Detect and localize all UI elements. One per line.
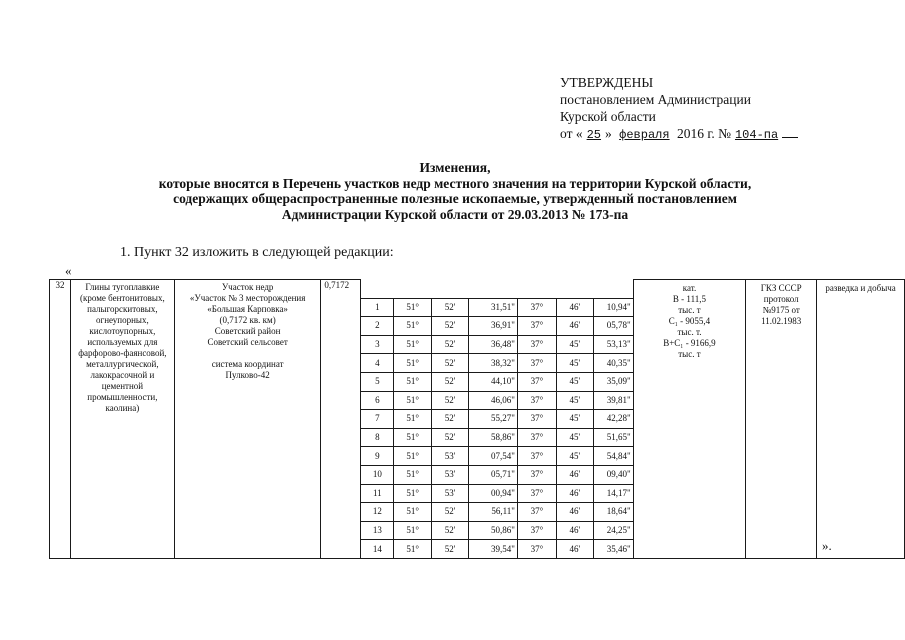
approval-month: февраля [619, 128, 670, 142]
point-number: 7 [361, 410, 394, 429]
lat-seconds: 05,71" [469, 465, 518, 484]
protocol-line: 11.02.1983 [761, 316, 802, 326]
lat-seconds: 38,32" [469, 354, 518, 373]
lat-seconds: 07,54" [469, 447, 518, 466]
title-line-1: Изменения, [419, 160, 491, 175]
point-number: 4 [361, 354, 394, 373]
site-line: (0,7172 кв. км) [219, 315, 276, 325]
protocol-line: №9175 от [762, 305, 800, 315]
date-prefix: от « [560, 126, 583, 141]
lon-degrees: 37° [517, 354, 556, 373]
lat-seconds: 00,94" [469, 484, 518, 503]
site-line: «Участок № 3 месторождения «Большая Карповка» [189, 293, 306, 314]
lat-degrees: 51° [394, 298, 432, 317]
lon-seconds: 35,09" [593, 372, 633, 391]
opening-quote: « [65, 263, 72, 278]
mineral-cell: Глины тугоплавкие (кроме бентонитовых, палыгорскитовых, огнеупорных, кислотоупорных, используемых для фарфорово-фаянсовой, металлургической, лакокрасочной и цементной промышленности, каолина) [70, 280, 174, 559]
site-line: система координат [211, 359, 284, 369]
lon-minutes: 45' [556, 354, 593, 373]
lon-minutes: 46' [556, 521, 593, 540]
document-title [40, 160, 870, 222]
site-line: Пулково-42 [225, 370, 270, 380]
lon-seconds: 53,13" [593, 335, 633, 354]
lat-degrees: 51° [394, 354, 432, 373]
lat-minutes: 52' [432, 391, 469, 410]
reserves-line: В+С₁ - 9166,9 [663, 338, 716, 348]
lat-seconds: 31,51" [469, 298, 518, 317]
table-body [50, 280, 905, 559]
lon-degrees: 37° [517, 503, 556, 522]
lat-minutes: 52' [432, 521, 469, 540]
lon-seconds: 39,81" [593, 391, 633, 410]
lat-degrees: 51° [394, 410, 432, 429]
lon-seconds: 24,25" [593, 521, 633, 540]
lon-seconds: 54,84" [593, 447, 633, 466]
approval-authority: постановлением Администрации [560, 92, 751, 107]
lat-minutes: 52' [432, 410, 469, 429]
point-number: 14 [361, 540, 394, 559]
lat-seconds: 36,91" [469, 317, 518, 336]
lon-minutes: 45' [556, 335, 593, 354]
lon-minutes: 46' [556, 317, 593, 336]
lon-degrees: 37° [517, 484, 556, 503]
underline-tail [782, 136, 798, 138]
reserves-line: кат. [682, 283, 697, 293]
lon-degrees: 37° [517, 317, 556, 336]
date-mid: » [605, 126, 612, 141]
lat-degrees: 51° [394, 465, 432, 484]
row-number: 32 [50, 280, 71, 559]
lat-seconds: 55,27" [469, 410, 518, 429]
lon-minutes: 46' [556, 298, 593, 317]
lat-seconds: 50,86" [469, 521, 518, 540]
lat-minutes: 52' [432, 354, 469, 373]
reserves-cell [633, 280, 746, 559]
lon-minutes: 45' [556, 391, 593, 410]
lon-seconds: 18,64" [593, 503, 633, 522]
lat-minutes: 52' [432, 335, 469, 354]
table-row [50, 280, 905, 299]
point-number: 2 [361, 317, 394, 336]
protocol-line: протокол [763, 294, 799, 304]
area-cell: 0,7172 [321, 280, 361, 559]
reserves-line: тыс. т [678, 349, 701, 359]
point-number: 5 [361, 372, 394, 391]
reserves-line: В - 111,5 [672, 294, 706, 304]
lat-seconds: 36,48" [469, 335, 518, 354]
approval-heading: УТВЕРЖДЕНЫ [560, 75, 654, 90]
lat-minutes: 52' [432, 298, 469, 317]
point-number: 11 [361, 484, 394, 503]
lon-degrees: 37° [517, 410, 556, 429]
lon-degrees: 37° [517, 298, 556, 317]
closing-quote: ». [822, 538, 832, 553]
point-number: 12 [361, 503, 394, 522]
lon-minutes: 46' [556, 465, 593, 484]
title-line-4: Администрации Курской области от 29.03.2013 № 173-па [281, 206, 629, 222]
purpose-cell: разведка и добыча [817, 280, 905, 559]
approval-year: 2016 г. № [676, 126, 731, 141]
protocol-line: ГКЗ СССР [760, 283, 802, 293]
lat-degrees: 51° [394, 372, 432, 391]
approval-number: 104-па [734, 128, 779, 142]
lat-degrees: 51° [394, 484, 432, 503]
protocol-cell [746, 280, 817, 559]
lon-seconds: 09,40" [593, 465, 633, 484]
point-number: 8 [361, 428, 394, 447]
lat-minutes: 52' [432, 503, 469, 522]
lon-seconds: 05,78" [593, 317, 633, 336]
lat-minutes: 53' [432, 465, 469, 484]
lon-seconds: 14,17" [593, 484, 633, 503]
lat-minutes: 52' [432, 372, 469, 391]
lat-minutes: 52' [432, 317, 469, 336]
deposit-table [49, 279, 905, 559]
lat-minutes: 52' [432, 540, 469, 559]
lon-minutes: 45' [556, 447, 593, 466]
lat-degrees: 51° [394, 521, 432, 540]
lat-minutes: 52' [432, 428, 469, 447]
reserves-line: тыс. т [678, 305, 701, 315]
lon-degrees: 37° [517, 540, 556, 559]
title-line-2: которые вносятся в Перечень участков недр местного значения на территории Курской области, [158, 175, 752, 191]
lat-seconds: 58,86" [469, 428, 518, 447]
approval-region: Курской области [560, 109, 656, 124]
lon-degrees: 37° [517, 335, 556, 354]
point-number: 10 [361, 465, 394, 484]
lon-minutes: 46' [556, 484, 593, 503]
lon-seconds: 42,28" [593, 410, 633, 429]
point-number: 1 [361, 298, 394, 317]
lat-degrees: 51° [394, 540, 432, 559]
point-number: 3 [361, 335, 394, 354]
lon-degrees: 37° [517, 447, 556, 466]
approval-date-line [560, 125, 798, 144]
reserves-line: тыс. т. [677, 327, 702, 337]
point-number: 6 [361, 391, 394, 410]
site-cell [174, 280, 321, 559]
title-line-3: содержащих общераспространенные полезные ископаемые, утвержденный постановлением [173, 191, 737, 206]
lon-degrees: 37° [517, 372, 556, 391]
lat-seconds: 39,54" [469, 540, 518, 559]
coords-spacer [361, 280, 633, 299]
lat-seconds: 44,10" [469, 372, 518, 391]
lon-seconds: 51,65" [593, 428, 633, 447]
lon-minutes: 45' [556, 410, 593, 429]
lon-minutes: 45' [556, 428, 593, 447]
lon-minutes: 46' [556, 540, 593, 559]
lon-degrees: 37° [517, 465, 556, 484]
lon-degrees: 37° [517, 391, 556, 410]
lat-degrees: 51° [394, 428, 432, 447]
site-line: Советский сельсовет [207, 337, 288, 347]
point-number: 13 [361, 521, 394, 540]
lon-seconds: 10,94" [593, 298, 633, 317]
lon-seconds: 40,35" [593, 354, 633, 373]
lat-minutes: 53' [432, 447, 469, 466]
lon-seconds: 35,46" [593, 540, 633, 559]
clause-text: 1. Пункт 32 изложить в следующей редакции: [120, 245, 394, 260]
lat-degrees: 51° [394, 317, 432, 336]
reserves-line: С₁ - 9055,4 [668, 316, 711, 326]
lat-minutes: 53' [432, 484, 469, 503]
point-number: 9 [361, 447, 394, 466]
lat-seconds: 56,11" [469, 503, 518, 522]
approval-block [560, 74, 798, 144]
lon-degrees: 37° [517, 521, 556, 540]
lat-degrees: 51° [394, 447, 432, 466]
approval-day: 25 [586, 128, 602, 142]
lon-minutes: 46' [556, 503, 593, 522]
site-line: Участок недр [221, 282, 274, 292]
lon-minutes: 45' [556, 372, 593, 391]
lat-degrees: 51° [394, 335, 432, 354]
lon-degrees: 37° [517, 428, 556, 447]
site-line: Советский район [214, 326, 281, 336]
lat-degrees: 51° [394, 503, 432, 522]
lat-degrees: 51° [394, 391, 432, 410]
lat-seconds: 46,06" [469, 391, 518, 410]
